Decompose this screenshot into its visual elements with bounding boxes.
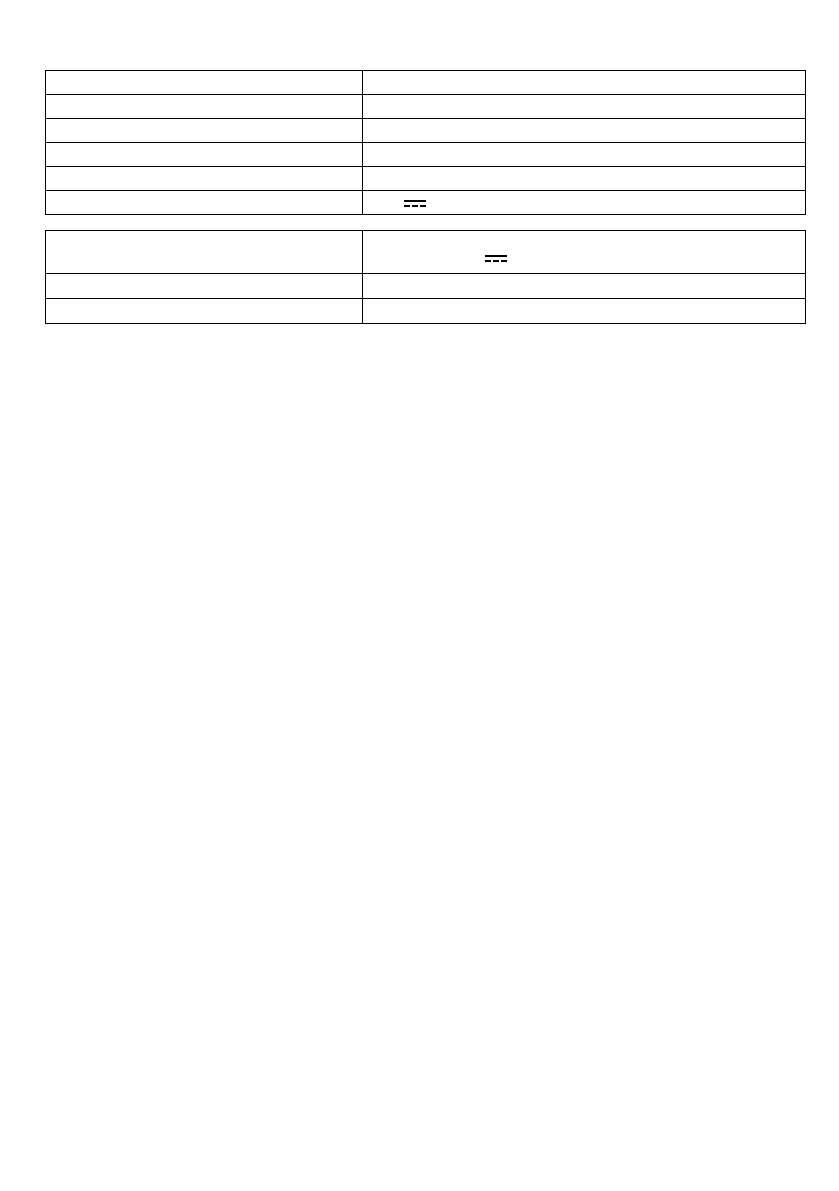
table-row bbox=[46, 71, 806, 95]
spec-label-cell bbox=[46, 95, 363, 119]
table-row bbox=[46, 191, 806, 215]
table-row bbox=[46, 143, 806, 167]
spec-label-cell bbox=[46, 143, 363, 167]
spec-value-cell bbox=[363, 71, 806, 95]
specification-table bbox=[45, 70, 806, 215]
spec-label-cell bbox=[46, 231, 363, 274]
dc-current-icon bbox=[404, 199, 426, 208]
spec-value-cell bbox=[363, 119, 806, 143]
specification-table bbox=[45, 230, 806, 324]
spec-value-cell bbox=[363, 191, 806, 215]
table-row bbox=[46, 274, 806, 299]
table-row bbox=[46, 119, 806, 143]
spec-value-cell bbox=[363, 274, 806, 299]
table-row bbox=[46, 299, 806, 324]
spec-value-cell bbox=[363, 95, 806, 119]
table-row bbox=[46, 95, 806, 119]
spec-label-cell bbox=[46, 119, 363, 143]
spec-label-cell bbox=[46, 274, 363, 299]
dc-current-icon bbox=[485, 254, 507, 263]
spec-value-cell bbox=[363, 231, 806, 274]
spec-value-cell bbox=[363, 299, 806, 324]
spec-value-cell bbox=[363, 167, 806, 191]
spec-label-cell bbox=[46, 299, 363, 324]
table-row bbox=[46, 231, 806, 274]
spec-label-cell bbox=[46, 167, 363, 191]
spec-label-cell bbox=[46, 71, 363, 95]
spec-label-cell bbox=[46, 191, 363, 215]
spec-value-cell bbox=[363, 143, 806, 167]
table-row bbox=[46, 167, 806, 191]
